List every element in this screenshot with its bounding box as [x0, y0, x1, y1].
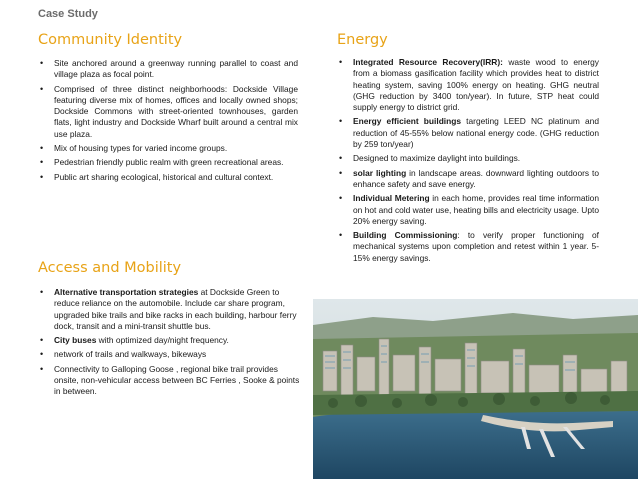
energy-list — [337, 57, 599, 267]
list-item — [337, 230, 599, 264]
list-item-text: Designed to maximize daylight into buildings. — [353, 153, 521, 164]
list-item-text: Connectivity to Galloping Goose , regional bike trail provides onsite, non-vehicular access between BC Ferries , Sooke & points in between. — [54, 363, 300, 397]
community-identity-list — [38, 58, 298, 186]
list-item-bold: Energy efficient buildings — [353, 116, 462, 127]
list-item — [337, 193, 599, 227]
energy-title: Energy — [337, 32, 388, 48]
list-item: • Site anchored around a greenway running parallel to coast and village plaza as focal point. — [38, 58, 298, 81]
community-identity-title: Community Identity — [38, 32, 183, 48]
list-item-bold: solar lighting — [353, 167, 407, 178]
list-item: • Public art sharing ecological, historical and cultural context. — [38, 172, 298, 183]
list-item — [38, 335, 303, 346]
list-item — [38, 349, 303, 360]
list-item-text: in each home, provides real time information on hot and cold water use, heating bills and electricity usage. Upto 20% energy saving. — [353, 193, 599, 226]
list-item-text: network of trails and walkways, bikeways — [54, 349, 207, 360]
list-item-bold: City buses — [54, 335, 97, 346]
list-item: • Pedestrian friendly public realm with green recreational areas. — [38, 157, 298, 168]
list-item-text: targeting LEED NC platinum and reduction of 45-55% below national energy code. (GHG reduction by 259 ton/year) — [353, 116, 599, 150]
list-item — [337, 57, 599, 113]
list-item: • Comprised of three distinct neighborhoods: Dockside Village featuring diverse mix of homes, offices and locally owned shops; Dockside Commons with street-oriented townhouses, garden flats, light industry and Dockside Wharf built around a central mix use plaza. — [38, 84, 298, 140]
list-item-text: in landscape areas. downward lighting outdoors to enhance safety and save energy. — [353, 167, 599, 189]
list-item-bold: Integrated Resource Recovery(IRR): — [353, 57, 503, 67]
case-study-label: Case Study — [38, 8, 98, 20]
list-item-bold: Building Commissioning — [353, 230, 458, 241]
list-item-bold: Alternative transportation strategies — [54, 287, 199, 297]
list-item — [337, 116, 599, 150]
list-item-text: : to verify proper functioning of mechanical systems upon completion and retest within 1 year. 5-15% energy savings. — [353, 230, 599, 263]
list-item: • Mix of housing types for varied income groups. — [38, 143, 298, 154]
access-mobility-list — [38, 287, 303, 401]
list-item-text: with optimized day/night frequency. — [96, 335, 229, 346]
list-item — [337, 168, 599, 191]
list-item — [38, 287, 303, 332]
list-item-bold: Individual Metering — [353, 193, 430, 204]
list-item-text: at Dockside Green to reduce reliance on the automobile. Include car share program, upgraded bike trails and bike racks in each building, harbour ferry dock, transit and a mini-transit shuttle bus. — [54, 287, 297, 331]
list-item — [337, 153, 599, 164]
aerial-site-rendering — [313, 299, 638, 479]
list-item-text: waste wood to energy from a biomass gasification facility which provides heat to district heating system, saving 100% energy on heating. GHG neutral (GHG reduction by 3400 ton/year). In future, STP heat could supply energy to district grid. — [353, 57, 599, 113]
list-item — [38, 364, 303, 398]
access-mobility-title: Access and Mobility — [38, 260, 182, 276]
